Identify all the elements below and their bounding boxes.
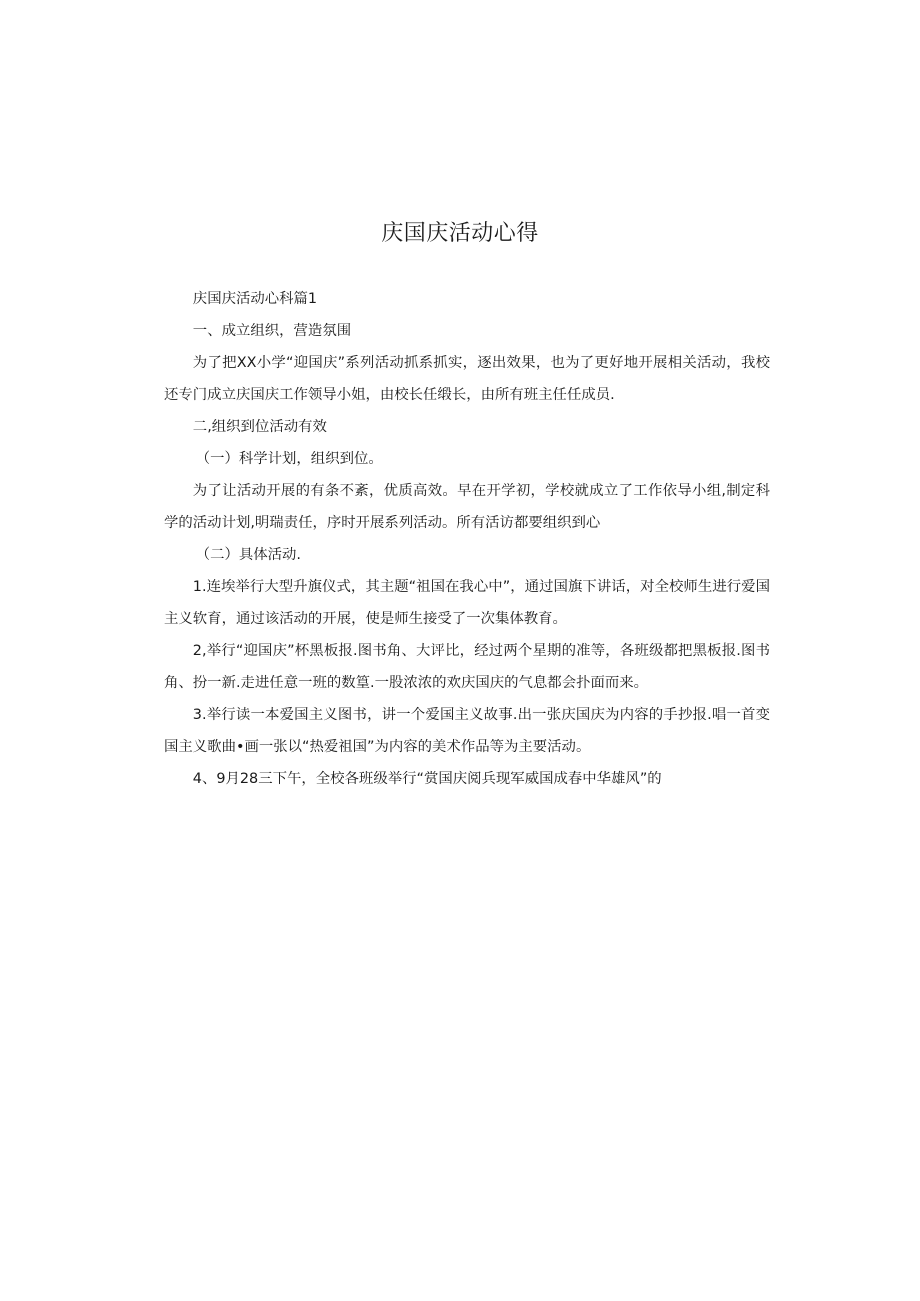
paragraph: 为了让活动开展的有条不紊，优质高效。早在开学初，学校就成立了工作依导小组,制定科学的活动计划,明瑞责任，序时开展系列活动。所有活访都要组织到心	[164, 483, 770, 531]
list-item: 2,举行“迎国庆”杯黑板报.图书角、大评比，经过两个星期的准等，各班级都把黑板报.图书角、扮一新.走进任意一班的数篁.一股浓浓的欢庆国庆的气息都会扑面而来。	[164, 643, 770, 691]
document-body	[164, 283, 770, 795]
subheading-organization: 一、成立组织，营造氛围	[192, 323, 352, 339]
list-item: 1.连埃举行大型升旗仪式，其主题“祖国在我心中”，通过国旗下讲话，对全校师生进行爱国主义软育，通过该活动的开展，使是师生接受了一次集体教育。	[164, 579, 770, 627]
list-item: 4、9月28三下午，全校各班级举行“赏国庆阅兵现军威国成春中华雄风”的	[192, 771, 662, 787]
list-item: 3.举行读一本爱国主义图书，讲一个爱国主义故事.出一张庆国庆为内容的手抄报.唱一首变国主义歌曲•画一张以“热爱祖国”为内容的美术作品等为主要活动。	[164, 707, 770, 755]
document-title: 庆国庆活动心得	[381, 221, 539, 246]
subheading-activities: 二,组织到位活动有效	[192, 419, 327, 435]
subheading-planning: （一）科学计划，组织到位。	[195, 451, 383, 467]
section-heading: 庆国庆活动心科篇1	[192, 291, 318, 307]
subheading-specific-activities: （二）具体活动.	[195, 547, 301, 563]
paragraph: 为了把XX小学“迎国庆”系列活动抓系抓实，逐出效果，也为了更好地开展相关活动，我校还专门成立庆国庆工作领导小姐，由校长任缎长，由所有班主任任成员.	[164, 355, 770, 403]
